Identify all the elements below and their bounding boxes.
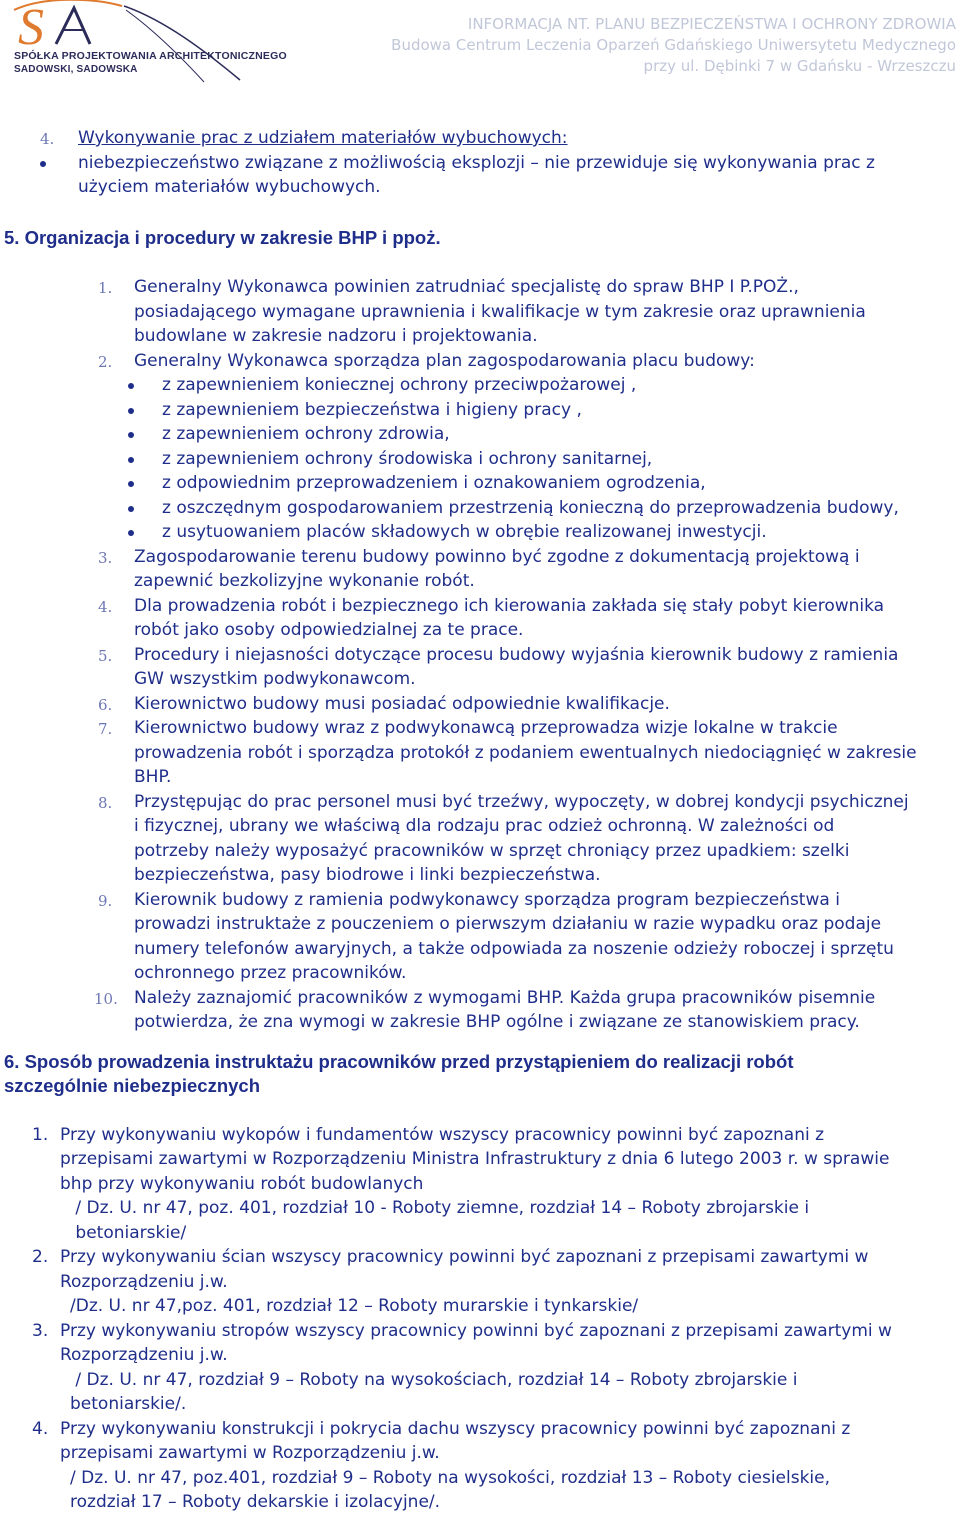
section-6-item-row [0, 1343, 960, 1368]
plan-bullet-item [0, 398, 960, 423]
list-item-text: Należy zaznajomić pracowników z wymogami BHP. Każda grupa pracowników pisemnie [134, 987, 876, 1008]
list-item-number: 4. [98, 597, 113, 616]
header-line-1: INFORMACJA NT. PLANU BEZPIECZEŃSTWA I OCHRONY ZDROWIA [467, 15, 956, 33]
section-5-heading: 5. Organizacja i procedury w zakresie BHP i ppoż. [4, 226, 441, 248]
svg-text:S: S [18, 0, 44, 56]
section-6-item-row [0, 1270, 960, 1295]
section-6-item-row [0, 1147, 960, 1172]
header-line-2: Budowa Centrum Leczenia Oparzeń Gdańskiego Uniwersytetu Medycznego [391, 36, 956, 54]
legal-reference-text: / Dz. U. nr 47, poz.401, rozdział 9 – Roboty na wysokości, rozdział 13 – Roboty ciesielskie, [70, 1467, 831, 1488]
plan-bullet-text: z odpowiednim przeprowadzeniem i oznakowaniem ogrodzenia, [162, 473, 706, 493]
section-5-item-row [0, 300, 960, 325]
bullet-icon [128, 383, 134, 389]
bullet-icon [128, 530, 134, 536]
list-item-number: 7. [98, 720, 113, 738]
section-6-reference-row [0, 1368, 960, 1393]
section-6-heading-row-1 [0, 1051, 960, 1076]
plan-bullet-item [0, 373, 960, 398]
plan-bullet-item [0, 496, 960, 521]
legal-reference-text: betoniarskie/. [70, 1394, 187, 1414]
section-5-item-row [0, 961, 960, 986]
list-item-text: Generalny Wykonawca sporządza plan zagospodarowania placu budowy: [134, 350, 755, 371]
plan-bullet-text: z zapewnieniem ochrony zdrowia, [162, 424, 450, 444]
section-5-item-row [0, 888, 960, 913]
plan-bullet-item [0, 447, 960, 472]
list-item-number: 5. [98, 646, 113, 665]
list-item-text: Przy wykonywaniu ścian wszyscy pracownicy powinni być zapoznani z przepisami zawartymi w [60, 1247, 869, 1267]
section-5-item-row [0, 349, 960, 374]
section-5-list [0, 275, 960, 1035]
list-item-number: 1. [32, 1124, 49, 1145]
plan-bullet-text: z zapewnieniem koniecznej ochrony przeciwpożarowej , [162, 375, 637, 395]
list-item-text: przepisami zawartymi w Rozporządzeniu Ministra Infrastruktury z dnia 6 lutego 2003 r. w sprawie [60, 1149, 890, 1169]
list-item-text: Przy wykonywaniu konstrukcji i pokrycia dachu wszyscy pracownicy powinni być zapoznani z [60, 1418, 851, 1439]
list-item-number: 2. [32, 1247, 49, 1267]
section-6-reference-row [0, 1466, 960, 1491]
list-item-text: numery telefonów awaryjnych, a także odpowiada za noszenie odzieży roboczej i sprzętu [134, 938, 894, 959]
section-6-list [0, 1123, 960, 1515]
section-5-item-row [0, 594, 960, 619]
logo-owners: SADOWSKI, SADOWSKA [14, 64, 138, 75]
section-5-heading-row [0, 227, 960, 252]
section-5-item-row [0, 545, 960, 570]
list-item-number: 8. [98, 793, 113, 812]
list-item-text: Rozporządzeniu j.w. [60, 1345, 228, 1365]
bullet-icon [128, 408, 134, 414]
list-item-text: budowlane w zakresie nadzoru i projektowania. [134, 326, 538, 346]
section-5-item-row [0, 667, 960, 692]
section-6-item-row [0, 1245, 960, 1270]
list-item-text: Kierownik budowy z ramienia podwykonawcy sporządza program bezpieczeństwa i [134, 889, 840, 910]
section-5-item-row [0, 324, 960, 349]
bullet-icon [128, 506, 134, 512]
list-item-number: 3. [32, 1320, 49, 1341]
list-item-text: BHP. [134, 767, 172, 787]
section-5-item-row [0, 765, 960, 790]
legal-reference-text: / Dz. U. nr 47, poz. 401, rozdział 10 - Roboty ziemne, rozdział 14 – Roboty zbrojarskie i [70, 1198, 810, 1218]
section-5-item-row [0, 814, 960, 839]
section-5-item-row [0, 1010, 960, 1035]
list-item-number: 10. [94, 989, 118, 1008]
list-item-text: Kierownictwo budowy musi posiadać odpowiednie kwalifikacje. [134, 693, 670, 714]
list-item-text: GW wszystkim podwykonawcom. [134, 669, 416, 689]
section-6-item-row [0, 1123, 960, 1148]
list-item-text: ochronnego przez pracowników. [134, 963, 407, 983]
list-item-text: przepisami zawartymi w Rozporządzeniu j.w. [60, 1443, 440, 1463]
logo-company-name: SPÓŁKA PROJEKTOWANIA ARCHITEKTONICZNEGO [14, 50, 287, 62]
list-item-text: posiadającego wymagane uprawnienia i kwalifikacje w tym zakresie oraz uprawnienia [134, 301, 866, 322]
list-item-number: 2. [98, 352, 113, 371]
list-item-text: Dla prowadzenia robót i bezpiecznego ich kierowania zakłada się stały pobyt kierownika [134, 595, 885, 616]
section-5-item-row [0, 790, 960, 815]
section-5-item-row [0, 692, 960, 717]
section-5-item-row [0, 716, 960, 741]
list-item-number: 1. [98, 279, 113, 297]
section-6-heading-line-2: szczególnie niebezpiecznych [4, 1075, 260, 1096]
section-4-title-row [0, 126, 960, 151]
section-6-heading-row-2 [0, 1075, 960, 1100]
list-item-text: Przy wykonywaniu wykopów i fundamentów wszyscy pracownicy powinni być zapoznani z [60, 1124, 825, 1145]
list-item-text: prowadzi instruktaże z pouczeniem o pierwszym działaniu w razie wypadku oraz podaje [134, 914, 882, 934]
section-5-item-row [0, 863, 960, 888]
plan-bullet-text: z zapewnieniem bezpieczeństwa i higieny pracy , [162, 399, 582, 420]
document-body [0, 126, 960, 1515]
list-item-text: Procedury i niejasności dotyczące procesu budowy wyjaśnia kierownik budowy z ramienia [134, 644, 899, 665]
legal-reference-text: /Dz. U. nr 47,poz. 401, rozdział 12 – Roboty murarskie i tynkarskie/ [70, 1296, 639, 1316]
list-item-text: bhp przy wykonywaniu robót budowlanych [60, 1173, 424, 1194]
section-6-item-row [0, 1172, 960, 1197]
list-item-text: Przy wykonywaniu stropów wszyscy pracownicy powinni być zapoznani z przepisami zawartymi w [60, 1320, 892, 1341]
section-5-item-row [0, 275, 960, 300]
section-6-item-row [0, 1319, 960, 1344]
list-item-text: Zagospodarowanie terenu budowy powinno być zgodne z dokumentacją projektową i [134, 546, 860, 567]
list-item-text: robót jako osoby odpowiedzialnej za te prace. [134, 620, 524, 640]
section-4-bullet-cont [0, 175, 960, 200]
section-6-reference-row [0, 1392, 960, 1417]
list-item-number: 4. [32, 1418, 49, 1439]
section-4-bullet [0, 151, 960, 176]
section-6-heading-line-1: 6. Sposób prowadzenia instruktażu pracowników przed przystąpieniem do realizacji robót [4, 1050, 794, 1072]
bullet-icon [128, 481, 134, 487]
section-5-item-row [0, 741, 960, 766]
section-4-bullet-line-2: użyciem materiałów wybuchowych. [78, 177, 381, 197]
list-item-number: 6. [98, 695, 113, 714]
plan-bullet-item [0, 471, 960, 496]
company-logo [4, 0, 287, 84]
list-item-number: 3. [98, 548, 113, 567]
legal-reference-text: betoniarskie/ [70, 1222, 187, 1243]
plan-bullet-item [0, 422, 960, 447]
plan-bullet-text: z oszczędnym gospodarowaniem przestrzenią konieczną do przeprowadzenia budowy, [162, 497, 899, 518]
bullet-icon [128, 432, 134, 438]
section-6-reference-row [0, 1221, 960, 1246]
list-item-number: 9. [98, 891, 113, 910]
page-header [391, 14, 956, 77]
section-4-bullet-line-1: niebezpieczeństwo związane z możliwością eksplozji – nie przewiduje się wykonywania prac z [78, 152, 875, 173]
plan-bullet-text: z zapewnieniem ochrony środowiska i ochrony sanitarnej, [162, 448, 653, 469]
bullet-icon [128, 457, 134, 463]
section-5-item-row [0, 643, 960, 668]
list-item-text: potrzeby należy wyposażyć pracowników w sprzęt chroniący przez upadkiem: szelki [134, 840, 850, 861]
list-item-text: zapewnić bezkolizyjne wykonanie robót. [134, 571, 475, 591]
section-5-item-row [0, 618, 960, 643]
list-item-text: i fizycznej, ubrany we właściwą dla rodzaju prac odzież ochronną. W zależności od [134, 816, 835, 836]
section-5-item-row [0, 912, 960, 937]
list-item-text: Przystępując do prac personel musi być trzeźwy, wypoczęty, w dobrej kondycji psychicznej [134, 791, 909, 812]
section-6-reference-row [0, 1490, 960, 1515]
list-item-text: Rozporządzeniu j.w. [60, 1271, 228, 1292]
section-5-item-row [0, 839, 960, 864]
section-4-title: Wykonywanie prac z udziałem materiałów wybuchowych: [78, 128, 568, 148]
section-6-item-row [0, 1441, 960, 1466]
legal-reference-text: rozdział 17 – Roboty dekarskie i izolacyjne/. [70, 1492, 441, 1512]
plan-bullet-text: z usytuowaniem placów składowych w obrębie realizowanej inwestycji. [162, 522, 767, 542]
list-item-text: potwierdza, że zna wymogi w zakresie BHP ogólne i związane ze stanowiskiem pracy. [134, 1012, 860, 1032]
section-6-reference-row [0, 1196, 960, 1221]
list-item-text: Kierownictwo budowy wraz z podwykonawcą przeprowadza wizje lokalne w trakcie [134, 718, 838, 738]
section-4-number: 4. [40, 130, 55, 148]
section-6-reference-row [0, 1294, 960, 1319]
header-line-3: przy ul. Dębinki 7 w Gdańsku - Wrzeszczu [643, 57, 956, 75]
section-5-item-row [0, 937, 960, 962]
list-item-text: bezpieczeństwa, pasy biodrowe i linki bezpieczeństwa. [134, 865, 601, 885]
plan-bullet-item [0, 520, 960, 545]
section-6-item-row [0, 1417, 960, 1442]
section-5-item-row [0, 569, 960, 594]
list-item-text: prowadzenia robót i sporządza protokół z podaniem ewentualnych niedociągnięć w zakresie [134, 742, 917, 763]
legal-reference-text: / Dz. U. nr 47, rozdział 9 – Roboty na wysokościach, rozdział 14 – Roboty zbrojarskie i [70, 1369, 798, 1390]
bullet-icon [40, 161, 46, 167]
list-item-text: Generalny Wykonawca powinien zatrudniać specjalistę do spraw BHP I P.POŻ., [134, 277, 799, 297]
section-5-item-row [0, 986, 960, 1011]
